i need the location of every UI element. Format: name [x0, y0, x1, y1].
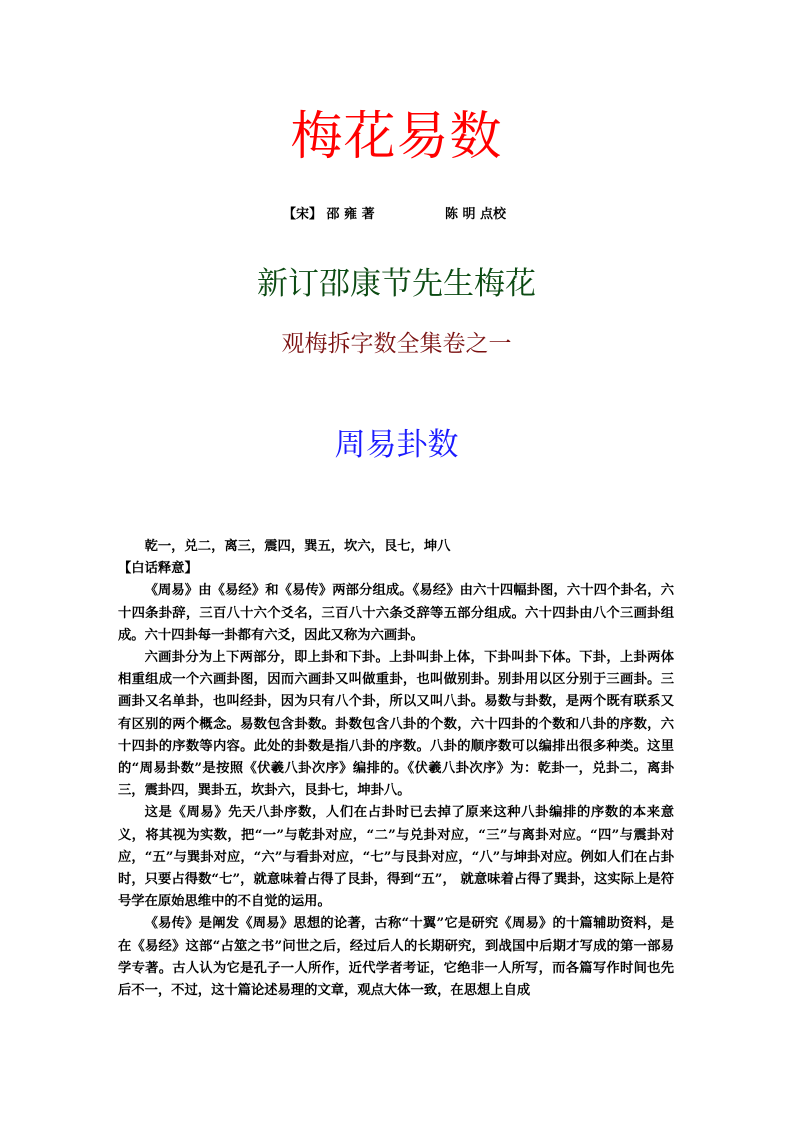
paragraph: 《周易》由《易经》和《易传》两部分组成。《易经》由六十四幅卦图，六十四个卦名，六十四条卦辞，三百八十六个爻名，三百八十六条爻辞等五部分组成。六十四卦由八个三画卦组成。六十四卦每一卦都有六爻，因此又称为六画卦。	[118, 583, 674, 643]
paragraph: 《易传》是阐发《周易》思想的论著，古称“十翼”它是研究《周易》的十篇辅助资料，是在《易经》这部“占筮之书”问世之后，经过后人的长期研究，到战国中后期才写成的第一部易学专著。古人认为它是孔子一人所作，近代学者考证，它绝非一人所写，而各篇写作时间也先后不一，不过，这十篇论述易理的文章，观点大体一致，在思想上自成	[118, 916, 674, 999]
commentary-heading: 【白话释意】	[118, 561, 198, 577]
volume-title-line1: 新订邵康节先生梅花	[257, 266, 536, 302]
section-title: 周易卦数	[334, 427, 459, 463]
body-text	[118, 536, 674, 1002]
paragraph: 六画卦分为上下两部分，即上卦和下卦。上卦叫卦上体，下卦叫卦下体。下卦，上卦两体相重组成一个六画卦图，因而六画卦又叫做重卦，也叫做别卦。别卦用以区分别于三画卦。三画卦又名单卦，也叫经卦，因为只有八个卦，所以又叫八卦。易数与卦数，是两个既有联系又有区别的两个概念。易数包含卦数。卦数包含八卦的个数，六十四卦的个数和八卦的序数，六十四卦的序数等内容。此处的卦数是指八卦的序数。八卦的顺序数可以编排出很多种类。这里的“周易卦数”是按照《伏羲八卦次序》编排的。《伏羲八卦次序》为：乾卦一，兑卦二，离卦三，震卦四，巽卦五，坎卦六，艮卦七，坤卦八。	[118, 650, 674, 799]
document-title: 梅花易数	[290, 107, 503, 167]
volume-title-line2: 观梅拆字数全集卷之一	[281, 331, 512, 357]
paragraph: 这是《周易》先天八卦序数，人们在占卦时已去掉了原来这种八卦编排的序数的本来意义，将其视为实数，把“一”与乾卦对应，“二”与兑卦对应，“三”与离卦对应。“四”与震卦对应，“五”与巽卦对应，“六”与看卦对应，“七”与艮卦对应，“八”与坤卦对应。例如人们在占卦时，只要占得数“七”，就意味着占得了艮卦，得到“五”， 就意味着占得了巽卦，这实际上是符号学在原始思维中的不自觉的运用。	[118, 805, 674, 910]
author-credit: 【宋】 邵 雍 著	[283, 207, 375, 222]
editor-credit: 陈 明 点校	[445, 207, 507, 222]
trigram-sequence: 乾一，兑二，离三，震四，巽五，坎六，艮七，坤八	[144, 539, 451, 554]
